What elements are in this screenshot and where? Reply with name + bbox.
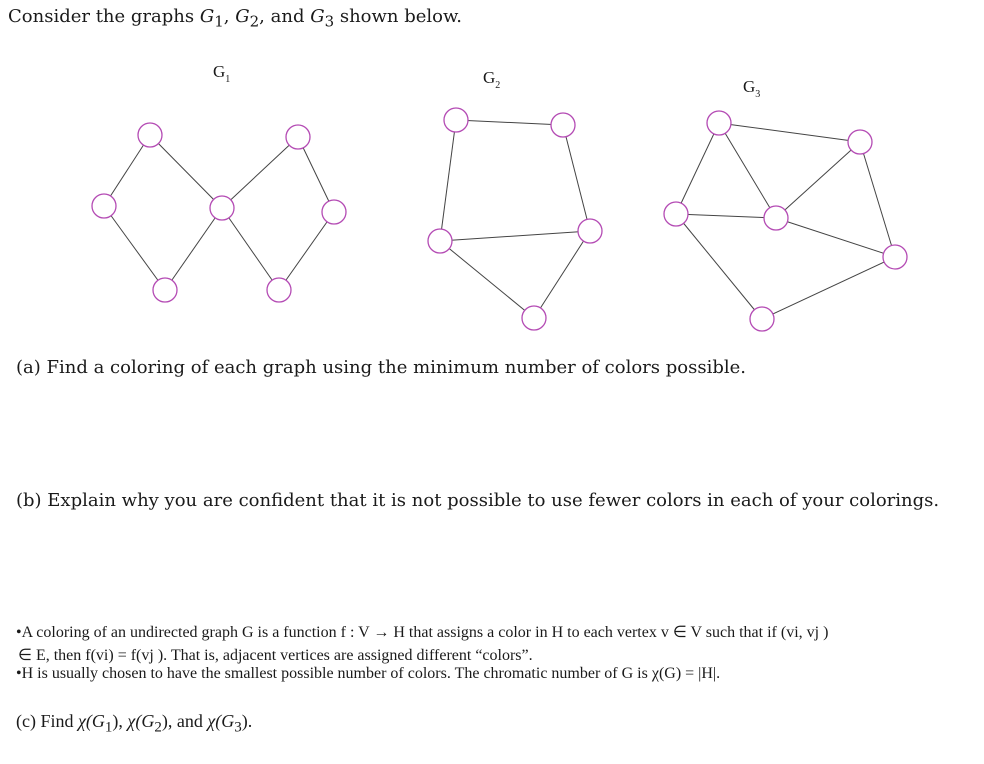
definition-bullet-2: •H is usually chosen to have the smallest possible number of colors. The chromatic number of G is χ(G) = |H|. — [16, 665, 721, 682]
g3-edge — [676, 214, 776, 218]
g2-edge — [440, 241, 534, 318]
g1-vertex — [322, 200, 346, 224]
g1-vertex — [92, 194, 116, 218]
intro-sep2: , and — [259, 6, 311, 27]
intro-g2: G — [235, 6, 250, 27]
graph-g3 — [664, 111, 907, 331]
g3-edge — [762, 257, 895, 319]
g3-edge — [719, 123, 860, 142]
g3-edge — [719, 123, 776, 218]
chi-g3: χ(G — [207, 711, 235, 731]
g1-vertex — [267, 278, 291, 302]
g2-vertex — [578, 219, 602, 243]
intro-suffix: shown below. — [334, 6, 462, 27]
g2-edge — [440, 120, 456, 241]
g1-vertex — [153, 278, 177, 302]
g1-vertex — [286, 125, 310, 149]
question-c-sep1: ), — [112, 711, 128, 731]
g2-edge — [440, 231, 590, 241]
g1-edge — [222, 208, 279, 290]
g3-edge — [776, 218, 895, 257]
graph-g2 — [428, 108, 602, 330]
intro-sep1: , — [223, 6, 236, 27]
g1-vertex — [210, 196, 234, 220]
intro-g2-sub: 2 — [249, 12, 260, 31]
chi-g1: χ(G — [78, 711, 105, 731]
question-c — [16, 711, 252, 737]
question-c-prefix: (c) Find — [16, 711, 78, 731]
g2-vertex — [551, 113, 575, 137]
graph-g3-label: $G_3$ — [743, 77, 761, 100]
intro-g1: G — [199, 6, 215, 27]
g2-edge — [534, 231, 590, 318]
g3-vertex — [664, 202, 688, 226]
g3-vertex — [883, 245, 907, 269]
intro-g1-sub: 1 — [214, 12, 224, 31]
g3-vertex — [764, 206, 788, 230]
g3-vertex — [707, 111, 731, 135]
g1-edge — [104, 206, 165, 290]
g1-edge — [104, 135, 150, 206]
g3-edge — [860, 142, 895, 257]
chi-g2: χ(G — [127, 711, 155, 731]
g2-edge — [456, 120, 563, 125]
g1-edge — [165, 208, 222, 290]
graphs-figure — [0, 0, 984, 340]
graph-g1 — [92, 123, 346, 302]
intro-prefix: Consider the graphs — [8, 6, 200, 27]
intro-g3: G — [310, 6, 325, 27]
g3-vertex — [848, 130, 872, 154]
g3-edge — [676, 214, 762, 319]
graph-g1-label: $G_1$ — [213, 62, 231, 85]
graph-g2-label: $G_2$ — [483, 68, 501, 91]
intro-g3-sub: 3 — [324, 12, 335, 31]
question-c-end: ). — [241, 711, 253, 731]
g3-vertex — [750, 307, 774, 331]
g2-vertex — [428, 229, 452, 253]
g2-vertex — [522, 306, 546, 330]
chi-g1-sub: 1 — [104, 719, 113, 736]
g1-edge — [279, 212, 334, 290]
chi-g2-sub: 2 — [154, 719, 162, 736]
question-a: (a) Find a coloring of each graph using the minimum number of colors possible. — [16, 357, 746, 378]
definition-bullet-1-line-1: •A coloring of an undirected graph G is a function f : V → H that assigns a color in H to each vertex v ∈ V such that if (vi, vj ) — [16, 624, 829, 641]
question-c-sep2: ), and — [161, 711, 208, 731]
definition-bullet-1-line-2: ∈ E, then f(vi) = f(vj ). That is, adjacent vertices are assigned different “colors”. — [18, 647, 533, 664]
g1-edge — [150, 135, 222, 208]
chi-g3-sub: 3 — [234, 719, 242, 736]
g1-edge — [222, 137, 298, 208]
g3-edge — [676, 123, 719, 214]
g1-vertex — [138, 123, 162, 147]
g2-edge — [563, 125, 590, 231]
g2-vertex — [444, 108, 468, 132]
question-b: (b) Explain why you are confident that it is not possible to use fewer colors in each of your colorings. — [16, 490, 940, 511]
g3-edge — [776, 142, 860, 218]
